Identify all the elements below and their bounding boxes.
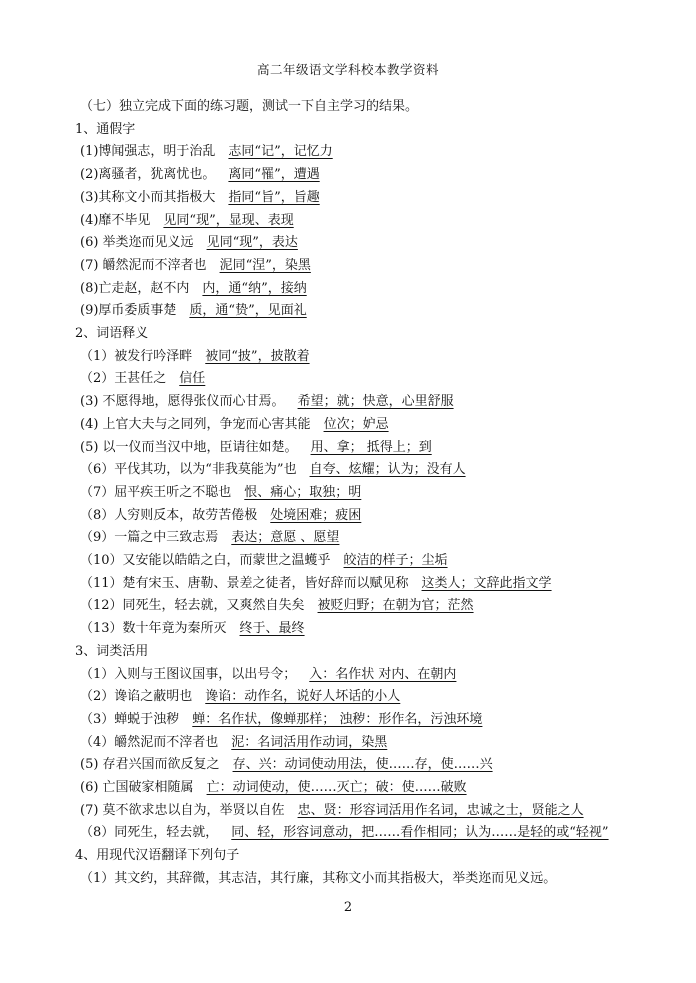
- question-text: (1)博闻强志，明于治乱: [80, 144, 216, 160]
- question-text: (2)离骚者，犹离忧也。: [80, 167, 216, 183]
- spacer: [296, 667, 309, 682]
- exercise-item: [80, 141, 333, 163]
- answer-text: 离同“罹”，遭遇: [228, 167, 320, 183]
- spacer: [331, 553, 344, 568]
- answer-text: 皎洁的样子；尘垢: [343, 553, 448, 568]
- question-text: （3）蝉蜕于浊秽: [80, 711, 180, 727]
- intro-line: [80, 96, 418, 118]
- exercise-item: [80, 232, 298, 254]
- answer-text: 指同“旨”，旨趣: [228, 189, 320, 205]
- section-heading: 1、通假字: [75, 121, 136, 137]
- spacer: [215, 167, 228, 182]
- exercise-item: [80, 664, 456, 686]
- spacer: [166, 371, 179, 386]
- question-text: （2）谗谄之蔽明也: [80, 689, 193, 705]
- spacer: [218, 735, 231, 750]
- spacer: [194, 780, 207, 795]
- answer-text: 表达；意愿 、愿望: [231, 530, 340, 546]
- answer-text: 内，通“纳”，接纳: [202, 280, 307, 296]
- answer-text: 忠、贤：形容词活用作名词，忠诚之士，贤能之人: [297, 802, 584, 818]
- answer-text: 被同“披”，披散着: [205, 348, 310, 364]
- answer-text: 处境困难；疲困: [270, 507, 362, 523]
- question-text: （13）数十年竟为秦所灭: [80, 621, 227, 637]
- answer-text: 位次；妒忌: [323, 416, 389, 432]
- question-text: （7）屈平疾王听之不聪也: [80, 484, 232, 500]
- spacer: [192, 689, 205, 704]
- answer-text: 见同“现”，显现、表现: [163, 212, 294, 228]
- exercise-item: [80, 414, 389, 436]
- spacer: [298, 440, 311, 455]
- exercise-item: [80, 550, 448, 572]
- intro-text: （七）独立完成下面的练习题，测试一下自主学习的结果。: [80, 99, 419, 114]
- answer-text: 存、兴：动词使动用法，使……存，使……兴: [232, 757, 493, 773]
- exercise-item: [80, 187, 320, 209]
- spacer: [305, 598, 318, 613]
- spacer: [192, 349, 205, 364]
- answer-text: 自夸、炫耀；认为；没有人: [309, 462, 466, 478]
- spacer: [218, 530, 231, 545]
- spacer: [218, 825, 231, 840]
- page-number: 2: [343, 900, 353, 915]
- section-title: [75, 845, 239, 867]
- question-text: (7) 皭然泥而不滓者也: [80, 257, 207, 273]
- section-title: [75, 119, 135, 141]
- question-text: （12）同死生，轻去就，又爽然自失矣: [80, 598, 305, 614]
- section-heading: 2、词语释义: [75, 326, 149, 341]
- exercise-item: [80, 595, 474, 617]
- question-text: (3) 不愿得地，愿得张仪而心甘焉。: [80, 394, 285, 410]
- exercise-item: [80, 868, 556, 890]
- question-text: （2）王甚任之: [80, 371, 167, 387]
- question-text: （10）又安能以皓皓之白，而蒙世之温蠖乎: [80, 553, 331, 568]
- answer-text: 泥同“涅”，染黑: [219, 257, 311, 273]
- spacer: [227, 621, 240, 636]
- exercise-item: [80, 573, 552, 595]
- spacer: [215, 144, 228, 159]
- question-text: (4)靡不毕见: [80, 212, 151, 228]
- spacer: [189, 281, 202, 296]
- question-text: （11）楚有宋玉、唐勒、景差之徒者，皆好辞而以赋见称: [80, 575, 409, 591]
- exercise-item: [80, 618, 305, 640]
- exercise-item: [80, 800, 584, 822]
- exercise-item: [80, 391, 454, 413]
- question-text: (5) 存君兴国而欲反复之: [80, 757, 220, 773]
- answer-text: 这类人；文辞此指文学: [421, 575, 552, 591]
- question-text: （9）一篇之中三致志焉: [80, 530, 219, 546]
- exercise-item: [80, 300, 307, 322]
- spacer: [231, 485, 244, 500]
- exercise-item: [80, 210, 294, 232]
- exercise-item: [80, 368, 205, 390]
- answer-text: 泥：名词活用作动词，染黑: [231, 734, 388, 750]
- spacer: [311, 417, 324, 432]
- question-text: （1）其文约，其辞微，其志洁，其行廉，其称文小而其指极大，举类迩而见义远。: [80, 870, 557, 886]
- question-text: （1）入则与王图议国事，以出号令；: [80, 666, 297, 682]
- question-text: (3)其称文小而其指极大: [80, 189, 216, 205]
- question-text: （4）皭然泥而不滓者也: [80, 734, 219, 750]
- page-header: 高二年级语文学科校本教学资料: [256, 62, 439, 77]
- spacer: [285, 394, 298, 409]
- spacer: [285, 803, 298, 818]
- answer-text: 终于、最终: [239, 621, 305, 637]
- answer-text: 亡：动词使动，使……灭亡；破：使……破败: [206, 780, 467, 795]
- answer-text: 蝉：名作状，像蝉那样； 浊秽：形作名，污浊环境: [192, 711, 483, 727]
- exercise-item: [80, 822, 609, 844]
- question-text: （8）人穷则反本，故劳苦倦极: [80, 507, 258, 523]
- exercise-item: [80, 732, 387, 754]
- exercise-item: [80, 255, 311, 277]
- answer-text: 见同“现”，表达: [206, 235, 298, 251]
- question-text: （8）同死生，轻去就，: [80, 825, 219, 841]
- section-title: [75, 323, 148, 345]
- question-text: （1）被发行吟泽畔: [80, 348, 193, 364]
- spacer: [215, 190, 228, 205]
- exercise-item: [80, 459, 466, 481]
- answer-text: 志同“记”，记忆力: [228, 144, 333, 160]
- question-text: (6) 举类迩而见义远: [80, 235, 194, 251]
- question-text: (5) 以一仪而当汉中地，臣请往如楚。: [80, 439, 298, 455]
- question-text: (4) 上官大夫与之同列，争宠而心害其能: [80, 416, 311, 432]
- answer-text: 信任: [179, 371, 206, 387]
- question-text: (9)厚币委质事楚: [80, 303, 177, 319]
- answer-text: 用、拿； 抵得上；到: [310, 439, 432, 455]
- exercise-item: [80, 754, 493, 776]
- section-title: [75, 641, 148, 663]
- exercise-item: [80, 482, 361, 504]
- answer-text: 被贬归野；在朝为官；茫然: [317, 598, 474, 614]
- spacer: [194, 235, 207, 250]
- spacer: [257, 508, 270, 523]
- spacer: [179, 712, 192, 727]
- section-heading: 3、词类活用: [75, 643, 149, 659]
- section-heading: 4、用现代汉语翻译下列句子: [75, 848, 240, 864]
- answer-text: 希望；就；快意，心里舒服: [297, 394, 454, 410]
- answer-text: 质，通“贽”，见面礼: [189, 303, 307, 319]
- exercise-item: [80, 777, 467, 799]
- exercise-item: [80, 346, 310, 368]
- question-text: (6) 亡国破家相随属: [80, 780, 194, 795]
- exercise-item: [80, 709, 482, 731]
- question-text: (8)亡走赵，赵不内: [80, 280, 190, 296]
- spacer: [220, 757, 233, 772]
- exercise-item: [80, 686, 400, 708]
- answer-text: 入：名作状 对内、在朝内: [309, 666, 457, 682]
- spacer: [150, 213, 163, 228]
- question-text: （6）平伐其功，以为“非我莫能为”也: [80, 462, 297, 478]
- answer-text: 谗谄：动作名，说好人坏话的小人: [205, 689, 401, 705]
- answer-text: 恨、痛心；取独；明: [244, 484, 362, 500]
- exercise-item: [80, 437, 432, 459]
- spacer: [409, 576, 422, 591]
- spacer: [297, 462, 310, 477]
- exercise-item: [80, 278, 307, 300]
- spacer: [207, 258, 220, 273]
- exercise-item: [80, 505, 361, 527]
- exercise-item: [80, 527, 339, 549]
- spacer: [176, 303, 189, 318]
- exercise-item: [80, 164, 320, 186]
- answer-text: 同、轻，形容词意动，把……看作相同；认为……是轻的或“轻视”: [231, 825, 609, 841]
- question-text: (7) 莫不欲求忠以自为，举贤以自佐: [80, 802, 285, 818]
